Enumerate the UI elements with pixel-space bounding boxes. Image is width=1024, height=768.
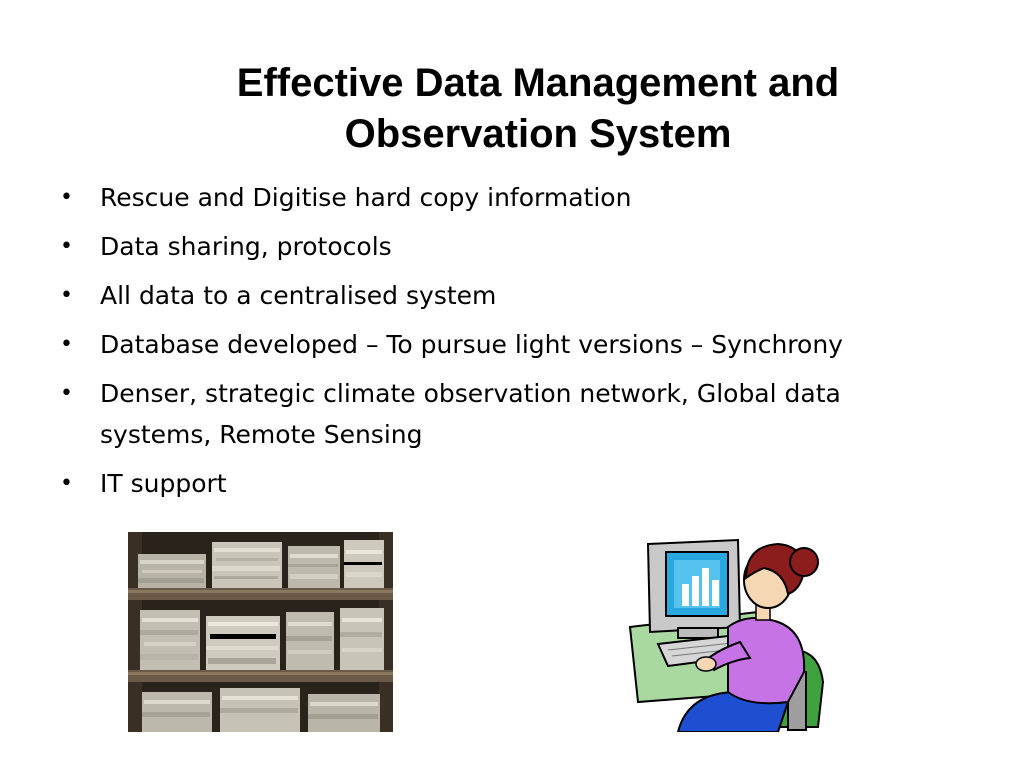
- bullet-marker: •: [60, 471, 73, 496]
- bullet-text: Database developed – To pursue light versions – Synchrony: [100, 330, 843, 359]
- woman-at-computer-clipart: [628, 532, 833, 732]
- bullet-text: Data sharing, protocols: [100, 232, 392, 261]
- bullet-marker: •: [60, 381, 73, 406]
- bullet-marker: •: [60, 283, 73, 308]
- bullet-text: All data to a centralised system: [100, 281, 497, 310]
- archive-shelves-photo: [128, 532, 393, 732]
- bullet-marker: •: [60, 234, 73, 259]
- slide-title-line-2: Observation System: [344, 112, 732, 156]
- bullet-text: Denser, strategic climate observation network, Global data systems, Remote Sensing: [100, 379, 841, 449]
- bullet-text: IT support: [100, 469, 227, 498]
- slide-title-line-1: Effective Data Management and: [236, 61, 840, 105]
- bullet-marker: •: [60, 332, 73, 357]
- slide-title: [150, 58, 926, 160]
- bullet-item: [60, 324, 960, 365]
- bullet-marker: •: [60, 185, 73, 210]
- bullet-item: [60, 373, 960, 455]
- bullet-item: [60, 275, 960, 316]
- bullet-item: [60, 463, 960, 504]
- bullet-text: Rescue and Digitise hard copy information: [100, 183, 632, 212]
- bullet-list: [60, 177, 960, 512]
- bullet-item: [60, 177, 960, 218]
- bullet-item: [60, 226, 960, 267]
